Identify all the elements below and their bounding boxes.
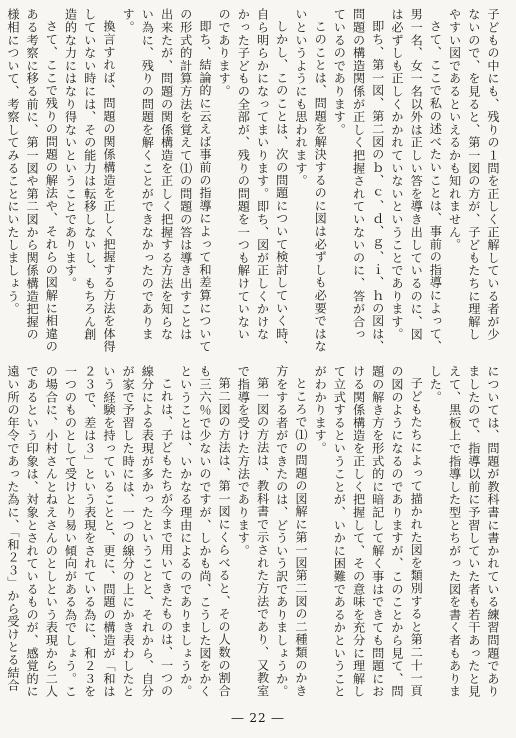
paragraph: しかし、このことは、次の問題について検討していく時、自ら明らかになってまいります。即ち、図が正しくかけなかった子どもの全部が、残りの問題を一つも解けていないのであります。: [217, 8, 289, 353]
paragraph: さて、ここで私の述べたいことは、事前の指導によって、男一名、女一名以外は正しい答を導き出しているのに、図は必ずしも正しくかかれていないということであります。: [389, 8, 443, 353]
paragraph: 第一図の方法は、教科書で示された方法であり、又教室で指導を受けた方法であります。: [236, 365, 270, 698]
paragraph: については、問題が教科書に書かれている練習問題でありましたので、指導以前に予習していた者も若干あったと見えて、黒板上で指導した型とちがった図を書く者もありました。: [428, 365, 500, 698]
paragraph: 第二図の方法は、第一図にくらべると、その人数の割合も三六％で少ないのですが、しかも尚、こうした図をかくということは、いかなる理由によるのでありましょうか。: [178, 365, 232, 698]
paragraph: これは、子どもたちが今まで用いてきたものは、一つの線分による表現が多かったということと、それから、自分が家で予習した時には、一つの線分の上にかき表わしたという経験を持っていることと、更に、問題の構造が「和は２３で、差は３」という表現をされている為に、和２３を一つのものとして受けとり易い傾向がある為でしょう。この場合に、小村さんとねえさんのとしという表現から二人であるという印象は、対象とされているものが、感覚的に遠い所の年令であった為に、「和２３」から受けとる結合: [5, 365, 174, 698]
paragraph: 子どもたちによって描かれた図を類別すると第二十一頁の図のようになるのでありますが、このことから見て、問題の解き方を形式的に暗記して解く事はできても問題における関係構造を正しく把握して、その意味を充分に理解して立式するということが、いかに困難であるかということがわかります。: [313, 365, 424, 698]
upper-text-column: [5, 8, 502, 353]
paragraph: さて、ここで残りの問題の解法や、それらの図解に相違のある考察に移る前に、第一図や第二図から関係構造把握の様相について、考察してみることにいたしましょう。: [5, 8, 59, 353]
paragraph: 即ち、第一図、第二図のｂ、ｃ、ｄ、ｇ、ｉ、ｈの図は、問題の構造関係が正しく把握されていないのに、答が合っているのであります。: [332, 8, 385, 353]
paragraph: 即ち、結論的に云えば事前の指導によって和差算についての形式的計算方法を覚えて⑴の問題の答は導き出すことは出来たが、問題の関係構造を正しく把握する方法を知らない為に、残りの問題を解くことができなかったのであります。: [121, 8, 212, 353]
paragraph: このことは、問題を解決するのに図は必ずしも必要ではないというようにも思われます。: [293, 8, 328, 353]
paragraph: 子どもの中にも、残りの１問を正しく正解している者が少ないので、を見ると、第一図の方が、子どもたちに理解しやすい図であるといえるかも知れません。: [447, 8, 500, 341]
paragraph: [0, 8, 3, 353]
lower-text-column: [5, 365, 502, 698]
page-number: ― 22 ―: [231, 711, 285, 725]
paragraph: 換言すれば、問題の関係構造を正しく把握する方法を体得していない時には、その能力は転移しないし、もちろん創造的な力にはなり得ないということであります。: [63, 8, 116, 353]
paragraph: ところで⑴の問題の図解に第一図第二図の二種類のかき方をする者ができたのは、どういう訳でありましょうか。: [274, 365, 308, 698]
